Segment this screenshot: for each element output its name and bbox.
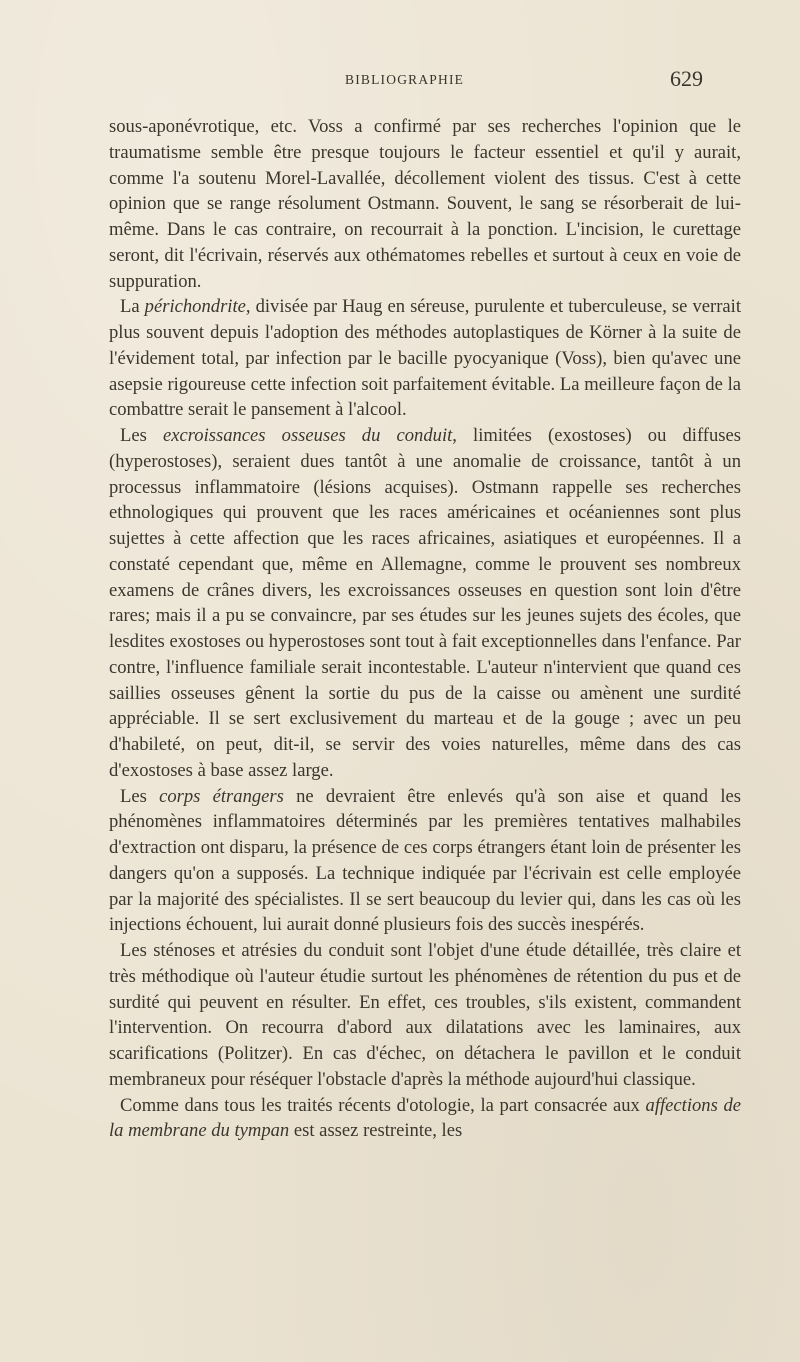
paragraph <box>109 423 741 784</box>
italic-term: corps étrangers <box>159 785 284 807</box>
text-segment: Comme dans tous les traités récents d'otologie, la part consacrée aux <box>120 1094 646 1116</box>
paragraph <box>109 938 741 1093</box>
text-segment: Les <box>120 785 160 807</box>
paragraph <box>109 294 741 423</box>
text-segment: , limitées (exostoses) ou diffuses (hyperostoses), seraient dues tantôt à une anomalie de croissance, tantôt à un processus inflammatoire (lésions acquises). Ostmann rappelle ses recherches ethnologiques qui prouvent que les races américaines et océaniennes sont plus sujettes à cette affection que les races africaines, asiatiques et européennes. Il a constaté cependant que, même en Allemagne, comme le prouvent ses nombreux examens de crânes divers, les excroissances osseuses en question sont loin d'être rares; mais il a pu se convaincre, par ses études sur les jeunes sujets des écoles, que lesdites exostoses ou hyperostoses sont tout à fait exceptionnelles dans l'enfance. Par contre, l'influence familiale serait incontestable. L'auteur n'intervient que quand ces saillies osseuses gênent la sortie du pus de la caisse ou amènent une surdité appréciable. Il se sert exclusivement du marteau et de la gouge ; avec un peu d'habileté, on peut, dit-il, se servir des voies naturelles, même dans des cas d'exostoses à base assez large. <box>109 425 742 781</box>
text-segment: sous-aponévrotique, etc. Voss a confirmé par ses recherches l'opinion que le traumatisme semble être presque toujours le facteur essentiel et qu'il y aurait, comme l'a soutenu Morel-Lavallée, décollement violent des tissus. C'est à cette opinion que se range résolument Ostmann. Souvent, le sang se résorberait de lui-même. Dans le cas contraire, on recourrait à la ponction. L'incision, le curettage seront, dit l'écrivain, réservés aux othématomes rebelles et surtout à ceux en voie de suppuration. <box>109 116 741 292</box>
paragraph <box>109 1093 741 1145</box>
text-segment: est assez restreinte, les <box>289 1120 463 1142</box>
paragraph <box>109 784 741 939</box>
text-segment: Les sténoses et atrésies du conduit sont l'objet d'une étude détaillée, très claire et très méthodique où l'auteur étudie surtout les phénomènes de rétention du pus et de surdité qui peuvent en résulter. En effet, ces troubles, s'ils existent, commandent l'intervention. On recourra d'abord aux dilatations avec les laminaires, aux scarifications (Politzer). En cas d'échec, on détachera le pavillon et le conduit membraneux pour réséquer l'obstacle d'après la méthode aujourd'hui classique. <box>109 940 741 1090</box>
page-number: 629 <box>670 66 703 91</box>
text-segment: Les <box>120 425 163 446</box>
italic-term: affections de la membrane du tympan <box>109 1094 742 1142</box>
text-segment: ne devraient être enlevés qu'à son aise et quand les phénomènes inflammatoires déterminés par les premières tentatives malhabiles d'extraction ont disparu, la présence de ces corps étrangers étant loin de présenter les dangers qu'on a supposés. La technique indiquée par l'écrivain est celle employée par la majorité des spécialistes. Il se sert beaucoup du levier qui, dans les cas où les injections échouent, lui aurait donné plusieurs fois des succès inespérés. <box>109 785 741 936</box>
italic-term: excroissances osseuses du conduit <box>162 425 453 446</box>
text-segment: , divisée par Haug en séreuse, purulente et tuberculeuse, se verrait plus souvent depuis l'adoption des méthodes autoplastiques de Körner à la suite de l'évidement total, par infection par le bacille pyocyanique (Voss), bien qu'avec une asepsie rigoureuse cette infection soit parfaitement évitable. La meilleure façon de la combattre serait le pansement à l'alcool. <box>109 296 741 421</box>
paragraph <box>109 114 741 294</box>
text-segment: La <box>120 296 145 318</box>
page-header <box>0 66 800 96</box>
body-text <box>109 114 741 1144</box>
running-title: BIBLIOGRAPHIE <box>345 72 465 87</box>
italic-term: périchondrite <box>144 296 246 318</box>
